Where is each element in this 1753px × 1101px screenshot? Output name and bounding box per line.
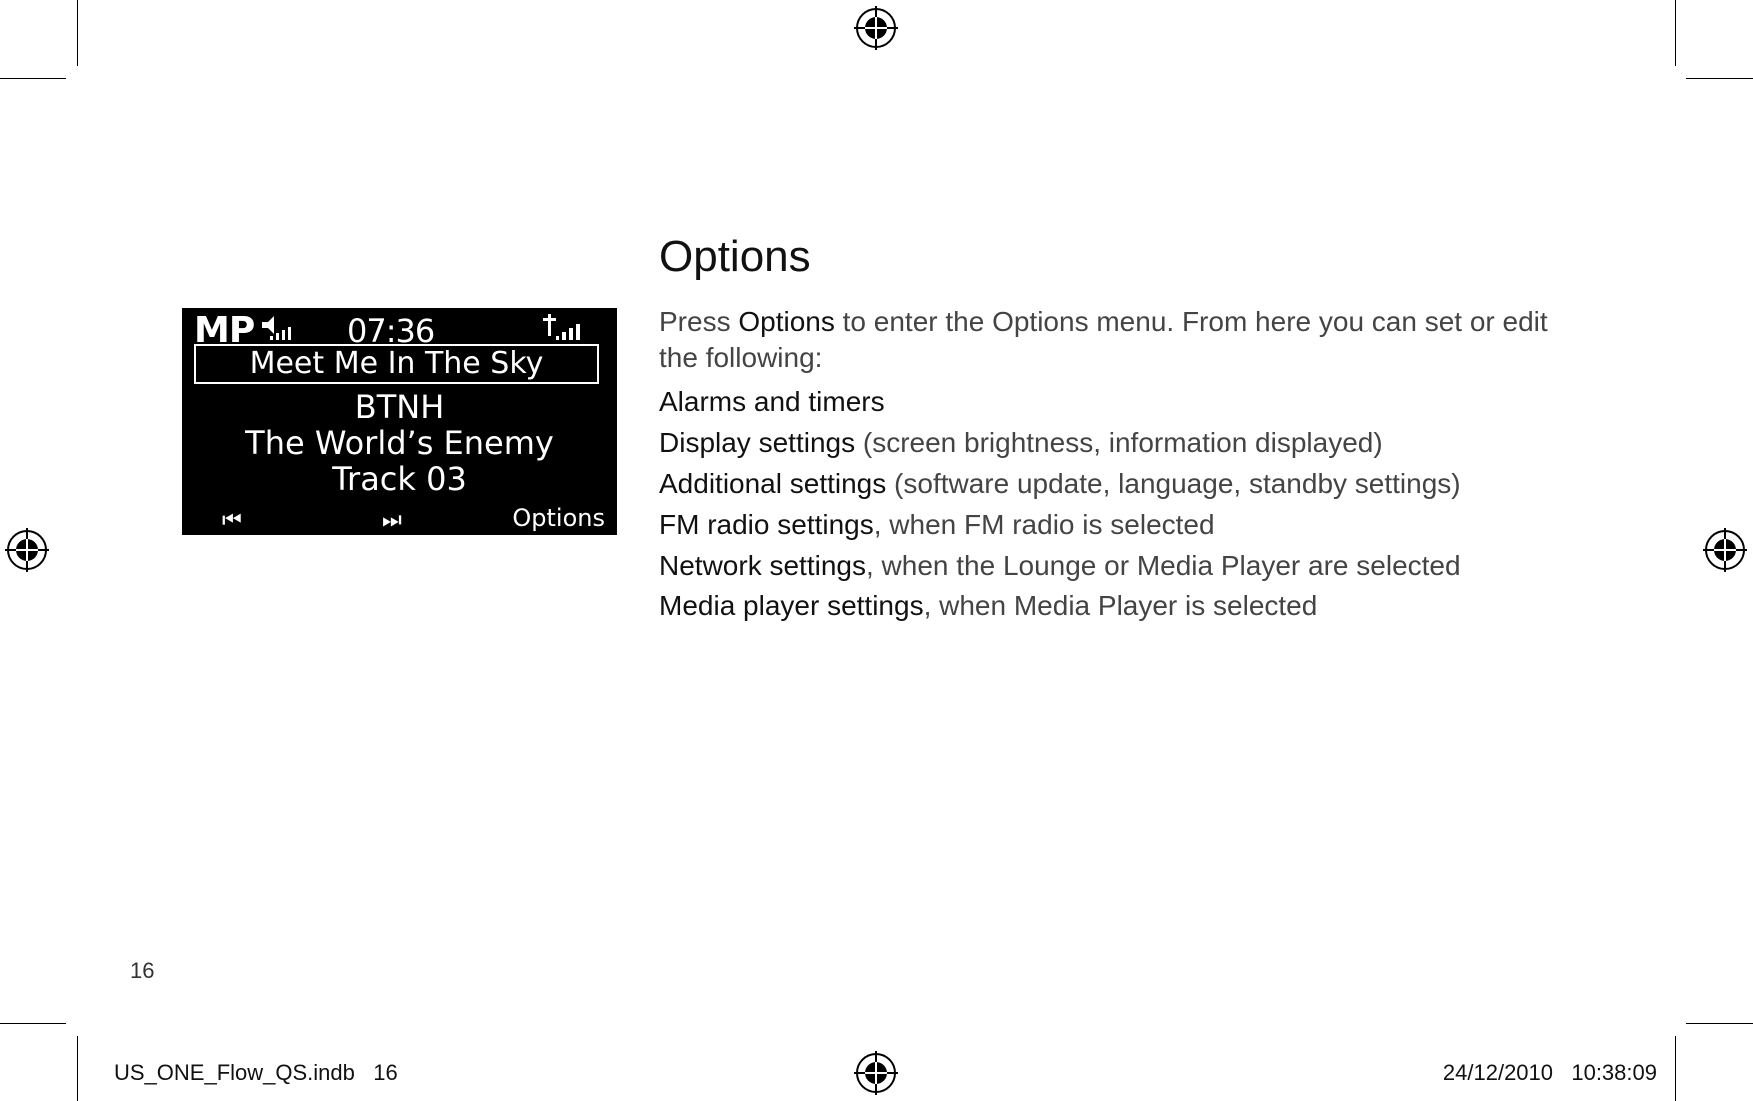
list-item-desc: (software update, language, standby settings): [886, 468, 1461, 499]
footer-filename: US_ONE_Flow_QS.indb 16: [114, 1060, 398, 1085]
mode-label: MP: [194, 310, 255, 351]
list-item-term: Network settings: [659, 550, 866, 581]
list-item-term: Media player settings: [659, 590, 924, 621]
list-item-term: Additional settings: [659, 468, 887, 499]
crop-mark: [1675, 0, 1676, 66]
list-item-desc: , when the Lounge or Media Player are selected: [865, 550, 1461, 581]
registration-mark-icon: [854, 6, 898, 50]
list-item-desc: , when Media Player is selected: [923, 590, 1318, 621]
section-heading: Options: [659, 232, 811, 281]
crop-mark: [0, 1023, 66, 1024]
footer-datetime: 24/12/2010 10:38:09: [1442, 1060, 1657, 1085]
list-item-desc: , when FM radio is selected: [873, 509, 1215, 540]
crop-mark: [1675, 1036, 1676, 1101]
registration-mark-icon: [1703, 528, 1747, 572]
intro-keyword: Options: [738, 306, 835, 337]
crop-mark: [77, 1036, 78, 1101]
registration-mark-icon: [854, 1051, 898, 1095]
device-display: [182, 308, 617, 535]
page-number: 16: [130, 958, 155, 983]
options-softkey-label: Options: [512, 504, 605, 532]
list-item-term: FM radio settings: [659, 509, 874, 540]
artist-label: BTNH: [354, 388, 445, 426]
track-number-label: Track 03: [332, 460, 467, 498]
previous-track-icon: ⏮: [222, 508, 242, 533]
list-item-term: Display settings: [659, 427, 856, 458]
album-label: The World’s Enemy: [245, 424, 554, 462]
intro-after: to enter the Options menu. From here you can set or edit the following:: [659, 306, 1548, 373]
list-item: [659, 427, 1383, 459]
wifi-signal-icon: [542, 312, 584, 342]
selected-track-title: Meet Me In The Sky: [194, 344, 599, 384]
clock-time: 07:36: [347, 312, 435, 350]
crop-mark: [1686, 78, 1753, 79]
crop-mark: [0, 78, 66, 79]
signal-strength-icon: [260, 314, 294, 342]
crop-mark: [77, 0, 78, 66]
next-track-icon: ⏭: [382, 508, 402, 533]
registration-mark-icon: [5, 528, 49, 572]
list-item: [659, 509, 1215, 541]
list-item-desc: (screen brightness, information displayed): [855, 427, 1383, 458]
list-item: [659, 386, 885, 418]
intro-before: Press: [659, 306, 739, 337]
intro-paragraph: [659, 304, 1559, 376]
list-item-term: Alarms and timers: [659, 386, 885, 417]
list-item: [659, 550, 1461, 582]
list-item: [659, 590, 1317, 622]
crop-mark: [1686, 1023, 1753, 1024]
list-item: [659, 468, 1461, 500]
